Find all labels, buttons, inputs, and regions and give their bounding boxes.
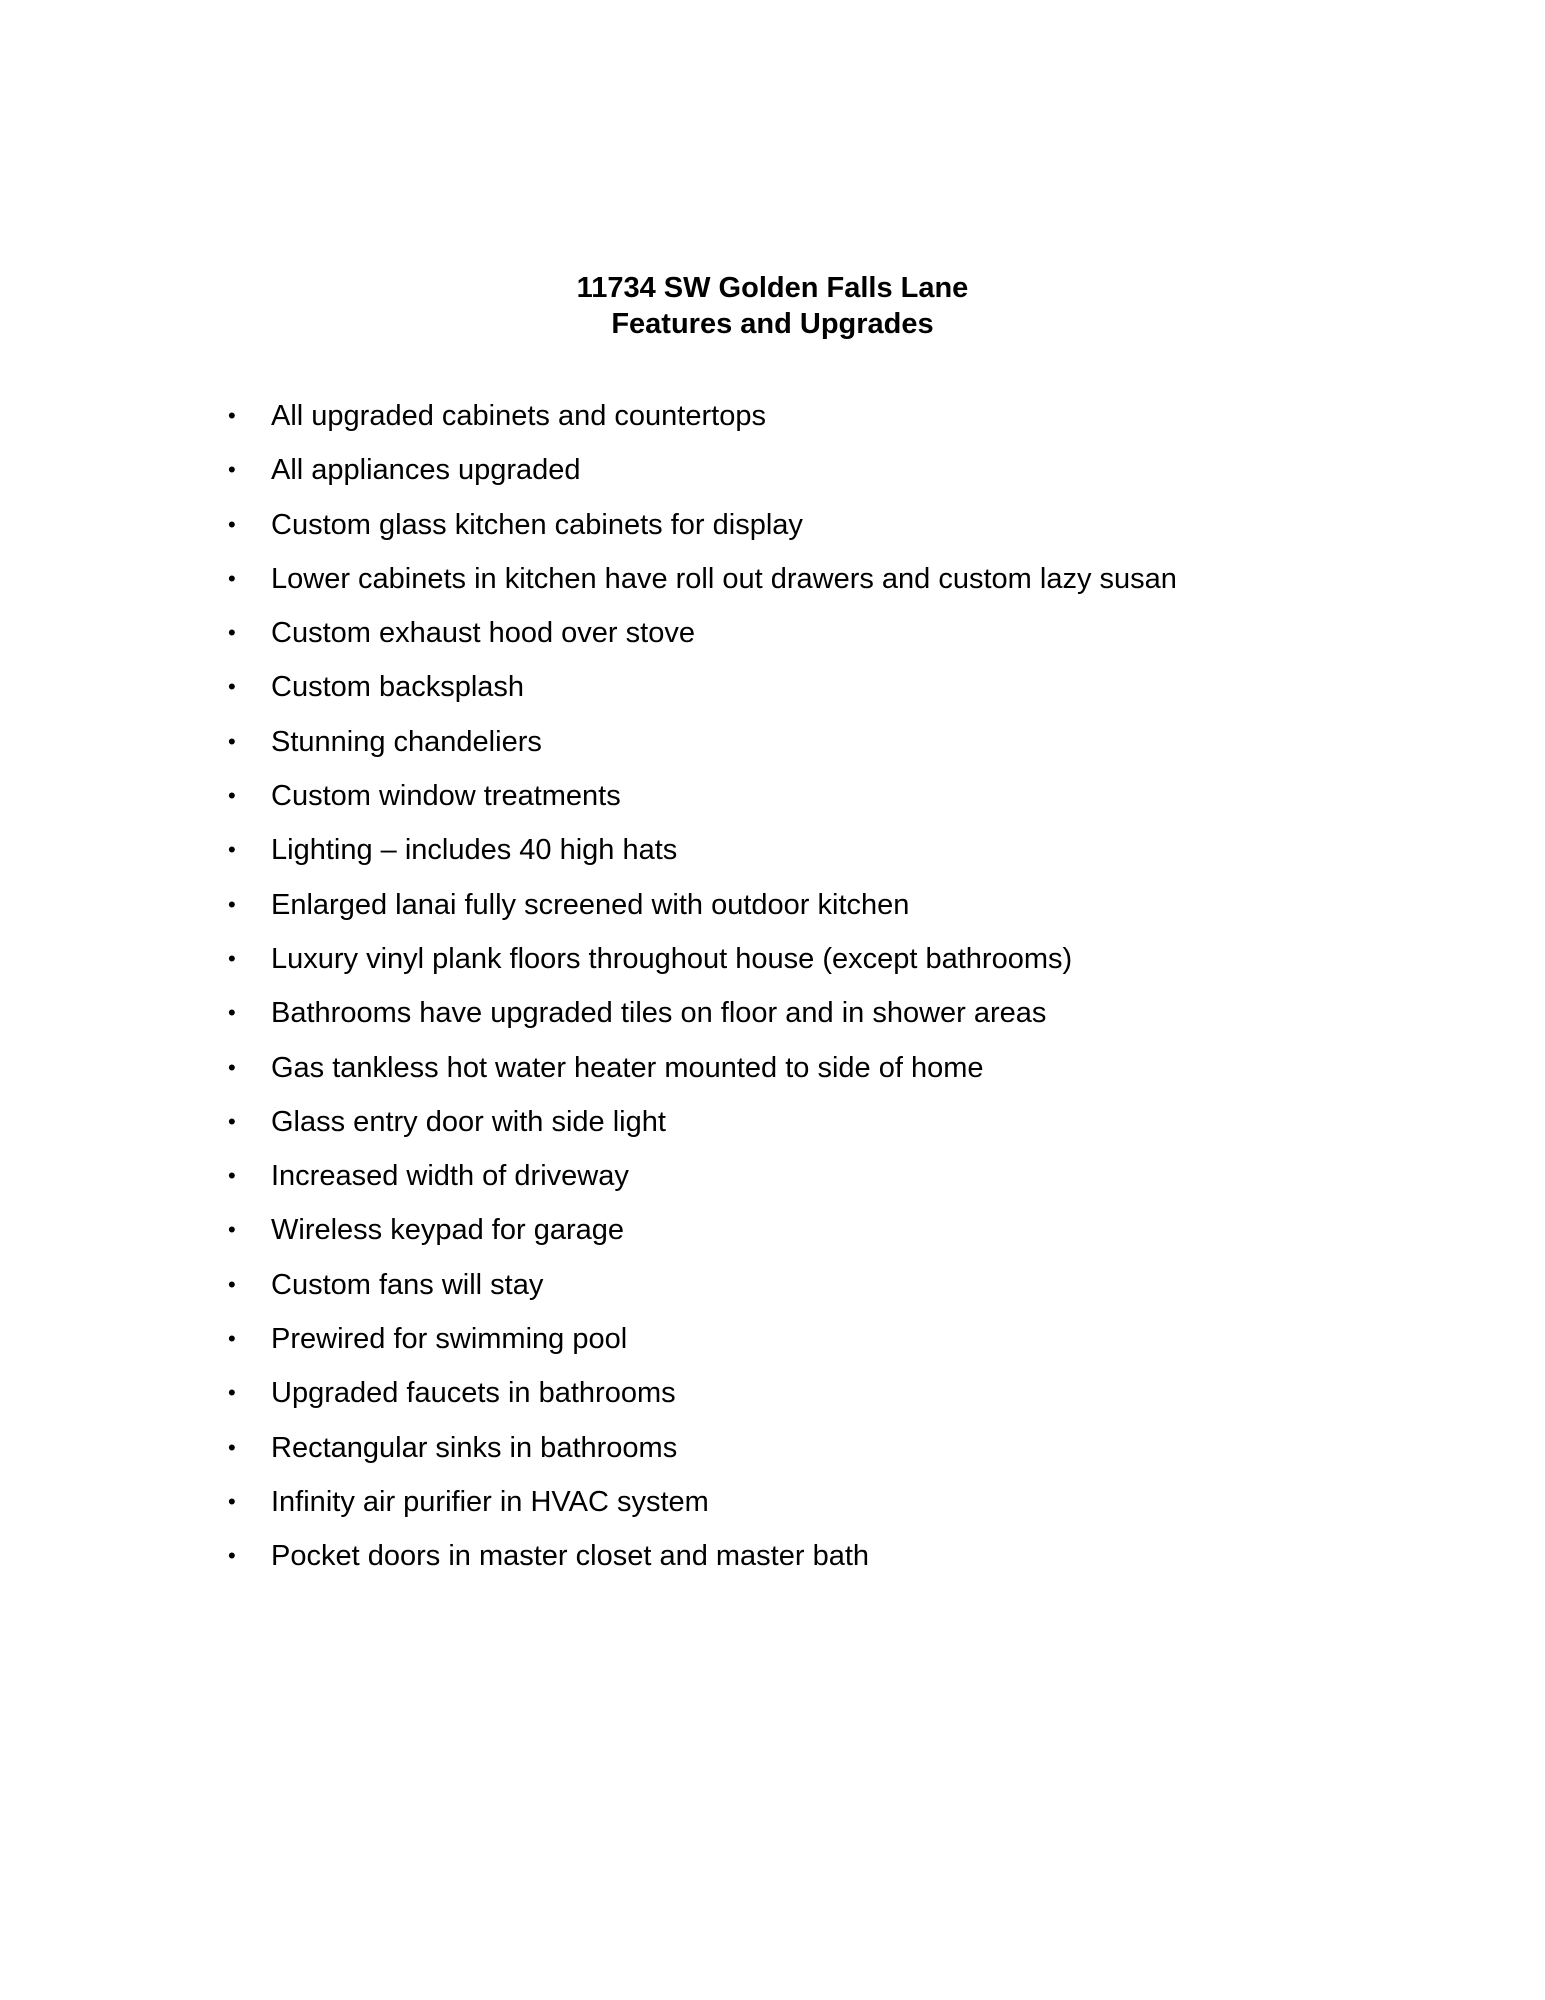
features-subtitle: Features and Upgrades: [611, 308, 934, 340]
feature-text: Pocket doors in master closet and master bath: [271, 1540, 870, 1573]
feature-text: Custom glass kitchen cabinets for display: [271, 508, 803, 541]
feature-item: [224, 561, 1424, 615]
bullet-icon: •: [228, 511, 236, 537]
bullet-icon: •: [228, 837, 236, 863]
feature-text: Increased width of driveway: [271, 1160, 629, 1193]
feature-text: Glass entry door with side light: [271, 1105, 666, 1138]
feature-item: [224, 832, 1424, 886]
feature-text: Luxury vinyl plank floors throughout house (except bathrooms): [271, 942, 1073, 975]
bullet-icon: •: [228, 728, 236, 754]
feature-text: Stunning chandeliers: [271, 725, 542, 758]
bullet-icon: •: [228, 1000, 236, 1026]
feature-item: [224, 1158, 1424, 1212]
feature-text: Lower cabinets in kitchen have roll out drawers and custom lazy susan: [271, 562, 1177, 595]
property-address-title: 11734 SW Golden Falls Lane: [576, 272, 969, 304]
feature-text: Bathrooms have upgraded tiles on floor and in shower areas: [271, 997, 1047, 1030]
feature-item: [224, 1212, 1424, 1266]
feature-item: [224, 1375, 1424, 1429]
feature-item: [224, 452, 1424, 506]
bullet-icon: •: [228, 1217, 236, 1243]
feature-item: [224, 778, 1424, 832]
feature-item: [224, 1430, 1424, 1484]
bullet-icon: •: [228, 457, 236, 483]
bullet-icon: •: [228, 674, 236, 700]
feature-text: Gas tankless hot water heater mounted to side of home: [271, 1051, 984, 1084]
bullet-icon: •: [228, 1488, 236, 1514]
bullet-icon: •: [228, 891, 236, 917]
feature-item: [224, 398, 1424, 452]
features-list: [224, 398, 1424, 1593]
feature-item: [224, 887, 1424, 941]
bullet-icon: •: [228, 620, 236, 646]
feature-text: Prewired for swimming pool: [271, 1323, 628, 1356]
feature-item: [224, 669, 1424, 723]
bullet-icon: •: [228, 1271, 236, 1297]
bullet-icon: •: [228, 565, 236, 591]
feature-text: Custom fans will stay: [271, 1268, 544, 1301]
feature-text: Enlarged lanai fully screened with outdoor kitchen: [271, 888, 910, 921]
feature-item: [224, 1484, 1424, 1538]
feature-text: Custom backsplash: [271, 671, 525, 704]
feature-text: Custom exhaust hood over stove: [271, 617, 695, 650]
bullet-icon: •: [228, 1543, 236, 1569]
feature-text: Lighting – includes 40 high hats: [271, 834, 678, 867]
feature-item: [224, 507, 1424, 561]
feature-item: [224, 1321, 1424, 1375]
bullet-icon: •: [228, 783, 236, 809]
feature-text: All upgraded cabinets and countertops: [271, 400, 766, 432]
bullet-icon: •: [228, 1108, 236, 1134]
feature-item: [224, 1267, 1424, 1321]
feature-text: Upgraded faucets in bathrooms: [271, 1377, 676, 1410]
feature-item: [224, 1050, 1424, 1104]
feature-item: [224, 941, 1424, 995]
feature-item: [224, 1104, 1424, 1158]
feature-text: Infinity air purifier in HVAC system: [271, 1485, 709, 1518]
feature-text: Rectangular sinks in bathrooms: [271, 1431, 678, 1464]
bullet-icon: •: [228, 1326, 236, 1352]
feature-text: All appliances upgraded: [271, 454, 581, 487]
bullet-icon: •: [228, 403, 236, 428]
feature-text: Custom window treatments: [271, 780, 621, 813]
bullet-icon: •: [228, 1380, 236, 1406]
bullet-icon: •: [228, 1434, 236, 1460]
bullet-icon: •: [228, 1054, 236, 1080]
document-heading: [0, 270, 1545, 342]
feature-item: [224, 1538, 1424, 1592]
bullet-icon: •: [228, 945, 236, 971]
feature-item: [224, 724, 1424, 778]
bullet-icon: •: [228, 1163, 236, 1189]
feature-item: [224, 995, 1424, 1049]
feature-text: Wireless keypad for garage: [271, 1214, 624, 1247]
feature-item: [224, 615, 1424, 669]
